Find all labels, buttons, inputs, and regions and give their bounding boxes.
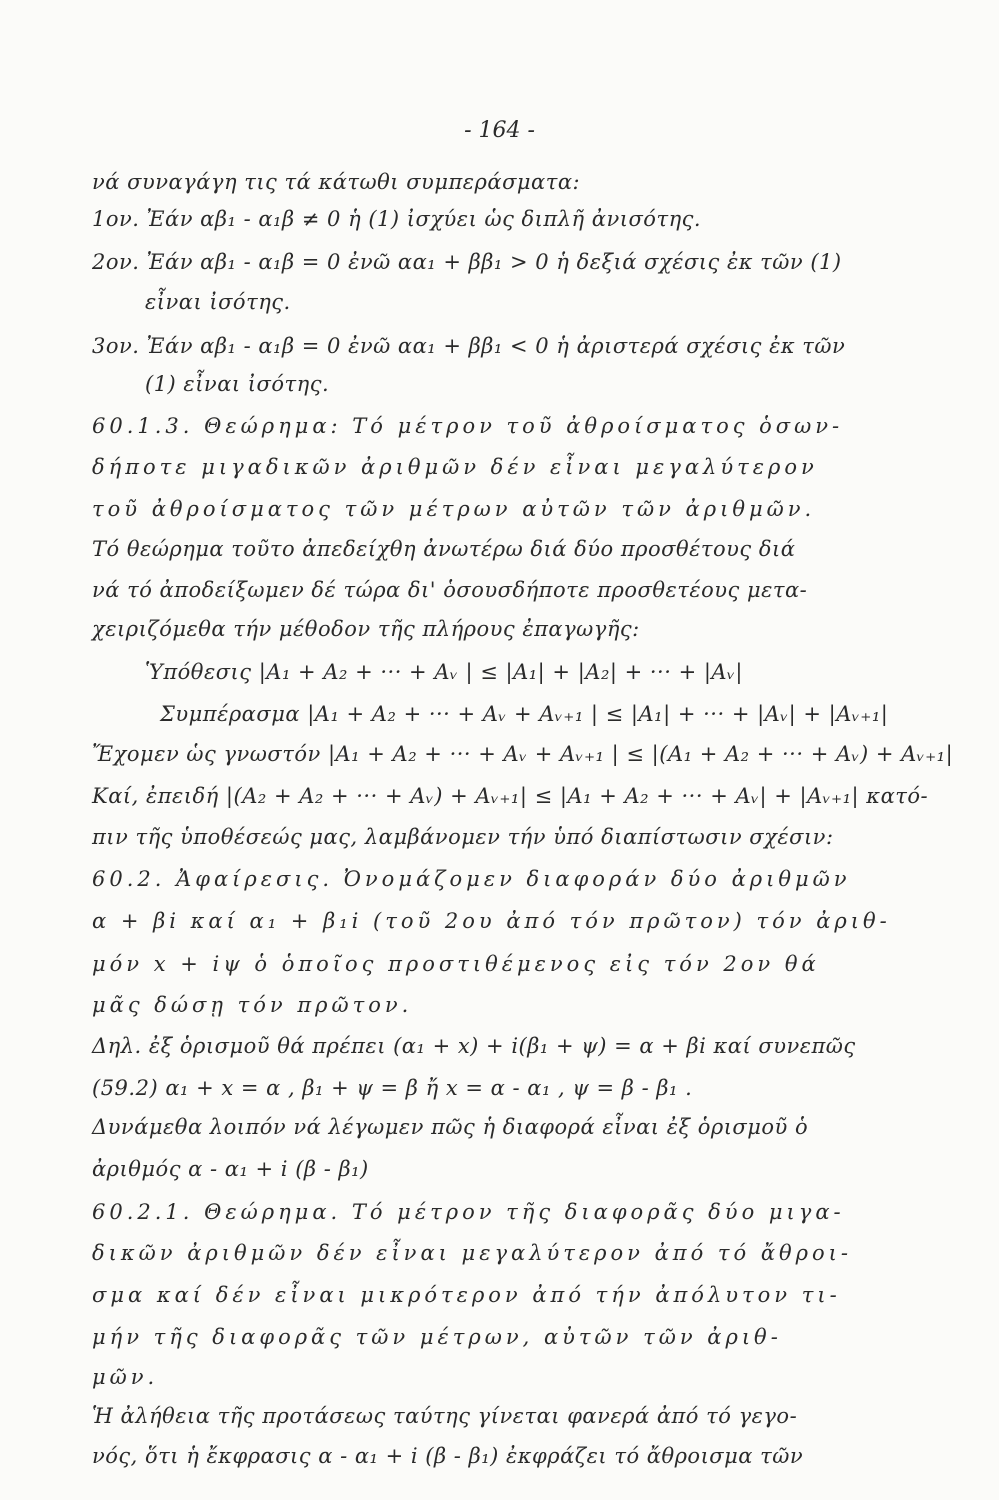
text-line-5: 3ον. Ἐάν αβ₁ - α₁β = 0 ἐνῶ αα₁ + ββ₁ < 0 ἡ ἀριστερά σχέσις ἐκ τῶν [92, 334, 846, 358]
page-number: - 164 - [464, 118, 535, 143]
text-line-31: Ἡ ἀλήθεια τῆς προτάσεως ταύτης γίνεται φανερά ἀπό τό γεγο- [92, 1404, 798, 1428]
text-line-8: δήποτε μιγαδικῶν ἀριθμῶν δέν εἶναι μεγαλύτερον [92, 455, 818, 479]
theorem-heading-60-2-1: 60.2.1. Θεώρημα. Τό μέτρον τῆς διαφορᾶς δύο μιγα- [92, 1200, 845, 1224]
text-line-10: Τό θεώρημα τοῦτο ἀπεδείχθη ἀνωτέρω διά δύο προσθέτους διά [92, 537, 796, 561]
section-heading-60-2: 60.2. Ἀφαίρεσις. Ὀνομάζομεν διαφοράν δύο ἀριθμῶν [92, 867, 851, 891]
text-line-32: νός, ὅτι ἡ ἔκφρασις α - α₁ + i (β - β₁) ἐκφράζει τό ἄθροισμα τῶν [92, 1444, 804, 1468]
text-line-12: χειριζόμεθα τήν μέθοδον τῆς πλήρους ἐπαγωγῆς: [92, 617, 640, 641]
text-line-28: σμα καί δέν εἶναι μικρότερον ἀπό τήν ἀπόλυτον τι- [92, 1283, 841, 1307]
conclusion-line: Συμπέρασμα |A₁ + A₂ + ··· + Aᵥ + Aᵥ₊₁ | ≤ |A₁| + ··· + |Aᵥ| + |Aᵥ₊₁| [160, 702, 889, 726]
text-line-11: νά τό ἀποδείξωμεν δέ τώρα δι' ὁσουσδήποτε προσθετέους μετα- [92, 578, 808, 602]
text-line-17: πιν τῆς ὑποθέσεώς μας, λαμβάνομεν τήν ὑπό διαπίστωσιν σχέσιν: [92, 825, 834, 849]
text-line-4: εἶναι ἰσότης. [145, 290, 291, 314]
text-line-19: α + βi καί α₁ + β₁i (τοῦ 2ου ἀπό τόν πρῶτον) τόν ἀριθ- [92, 909, 891, 933]
hypothesis-line: Ὑπόθεσις |A₁ + A₂ + ··· + Aᵥ | ≤ |A₁| + |A₂| + ··· + |Aᵥ| [145, 660, 743, 684]
text-line-1: νά συναγάγη τις τά κάτωθι συμπεράσματα: [92, 170, 581, 194]
definition-line: Δηλ. ἐξ ὁρισμοῦ θά πρέπει (α₁ + x) + i(β₁ + ψ) = α + βi καί συνεπῶς [92, 1034, 856, 1058]
text-line-3: 2ον. Ἐάν αβ₁ - α₁β = 0 ἐνῶ αα₁ + ββ₁ > 0 ἡ δεξιά σχέσις ἐκ τῶν (1) [92, 250, 842, 274]
text-line-21: μᾶς δώσῃ τόν πρῶτον. [92, 993, 413, 1017]
text-line-29: μήν τῆς διαφορᾶς τῶν μέτρων, αὐτῶν τῶν ἀριθ- [92, 1325, 782, 1349]
text-line-2: 1ον. Ἐάν αβ₁ - α₁β ≠ 0 ἡ (1) ἰσχύει ὡς διπλῆ ἀνισότης. [92, 207, 702, 231]
text-line-30: μῶν. [92, 1365, 159, 1389]
text-line-27: δικῶν ἀριθμῶν δέν εἶναι μεγαλύτερον ἀπό τό ἄθροι- [92, 1241, 852, 1265]
text-line-6: (1) εἶναι ἰσότης. [145, 372, 330, 396]
text-line-9: τοῦ ἀθροίσματος τῶν μέτρων αὐτῶν τῶν ἀριθμῶν. [92, 497, 816, 521]
equation-59-2: (59.2) α₁ + x = α , β₁ + ψ = β ἤ x = α - α₁ , ψ = β - β₁ . [92, 1076, 693, 1100]
text-line-25: ἀριθμός α - α₁ + i (β - β₁) [92, 1157, 369, 1181]
text-line-24: Δυνάμεθα λοιπόν νά λέγωμεν πῶς ἡ διαφορά εἶναι ἐξ ὁρισμοῦ ὁ [92, 1115, 809, 1139]
equation-line-1: Ἔχομεν ὡς γνωστόν |A₁ + A₂ + ··· + Aᵥ + Aᵥ₊₁ | ≤ |(A₁ + A₂ + ··· + Aᵥ) + Aᵥ₊₁| [92, 742, 954, 766]
equation-line-2: Καί, ἐπειδή |(A₂ + A₂ + ··· + Aᵥ) + Aᵥ₊₁| ≤ |A₁ + A₂ + ··· + Aᵥ| + |Aᵥ₊₁| κατό- [92, 784, 929, 808]
text-line-20: μόν x + iψ ὁ ὁποῖος προστιθέμενος εἰς τόν 2ον θά [92, 952, 820, 976]
theorem-heading-60-1-3: 60.1.3. Θεώρημα: Τό μέτρον τοῦ ἀθροίσματος ὁσων- [92, 414, 844, 438]
